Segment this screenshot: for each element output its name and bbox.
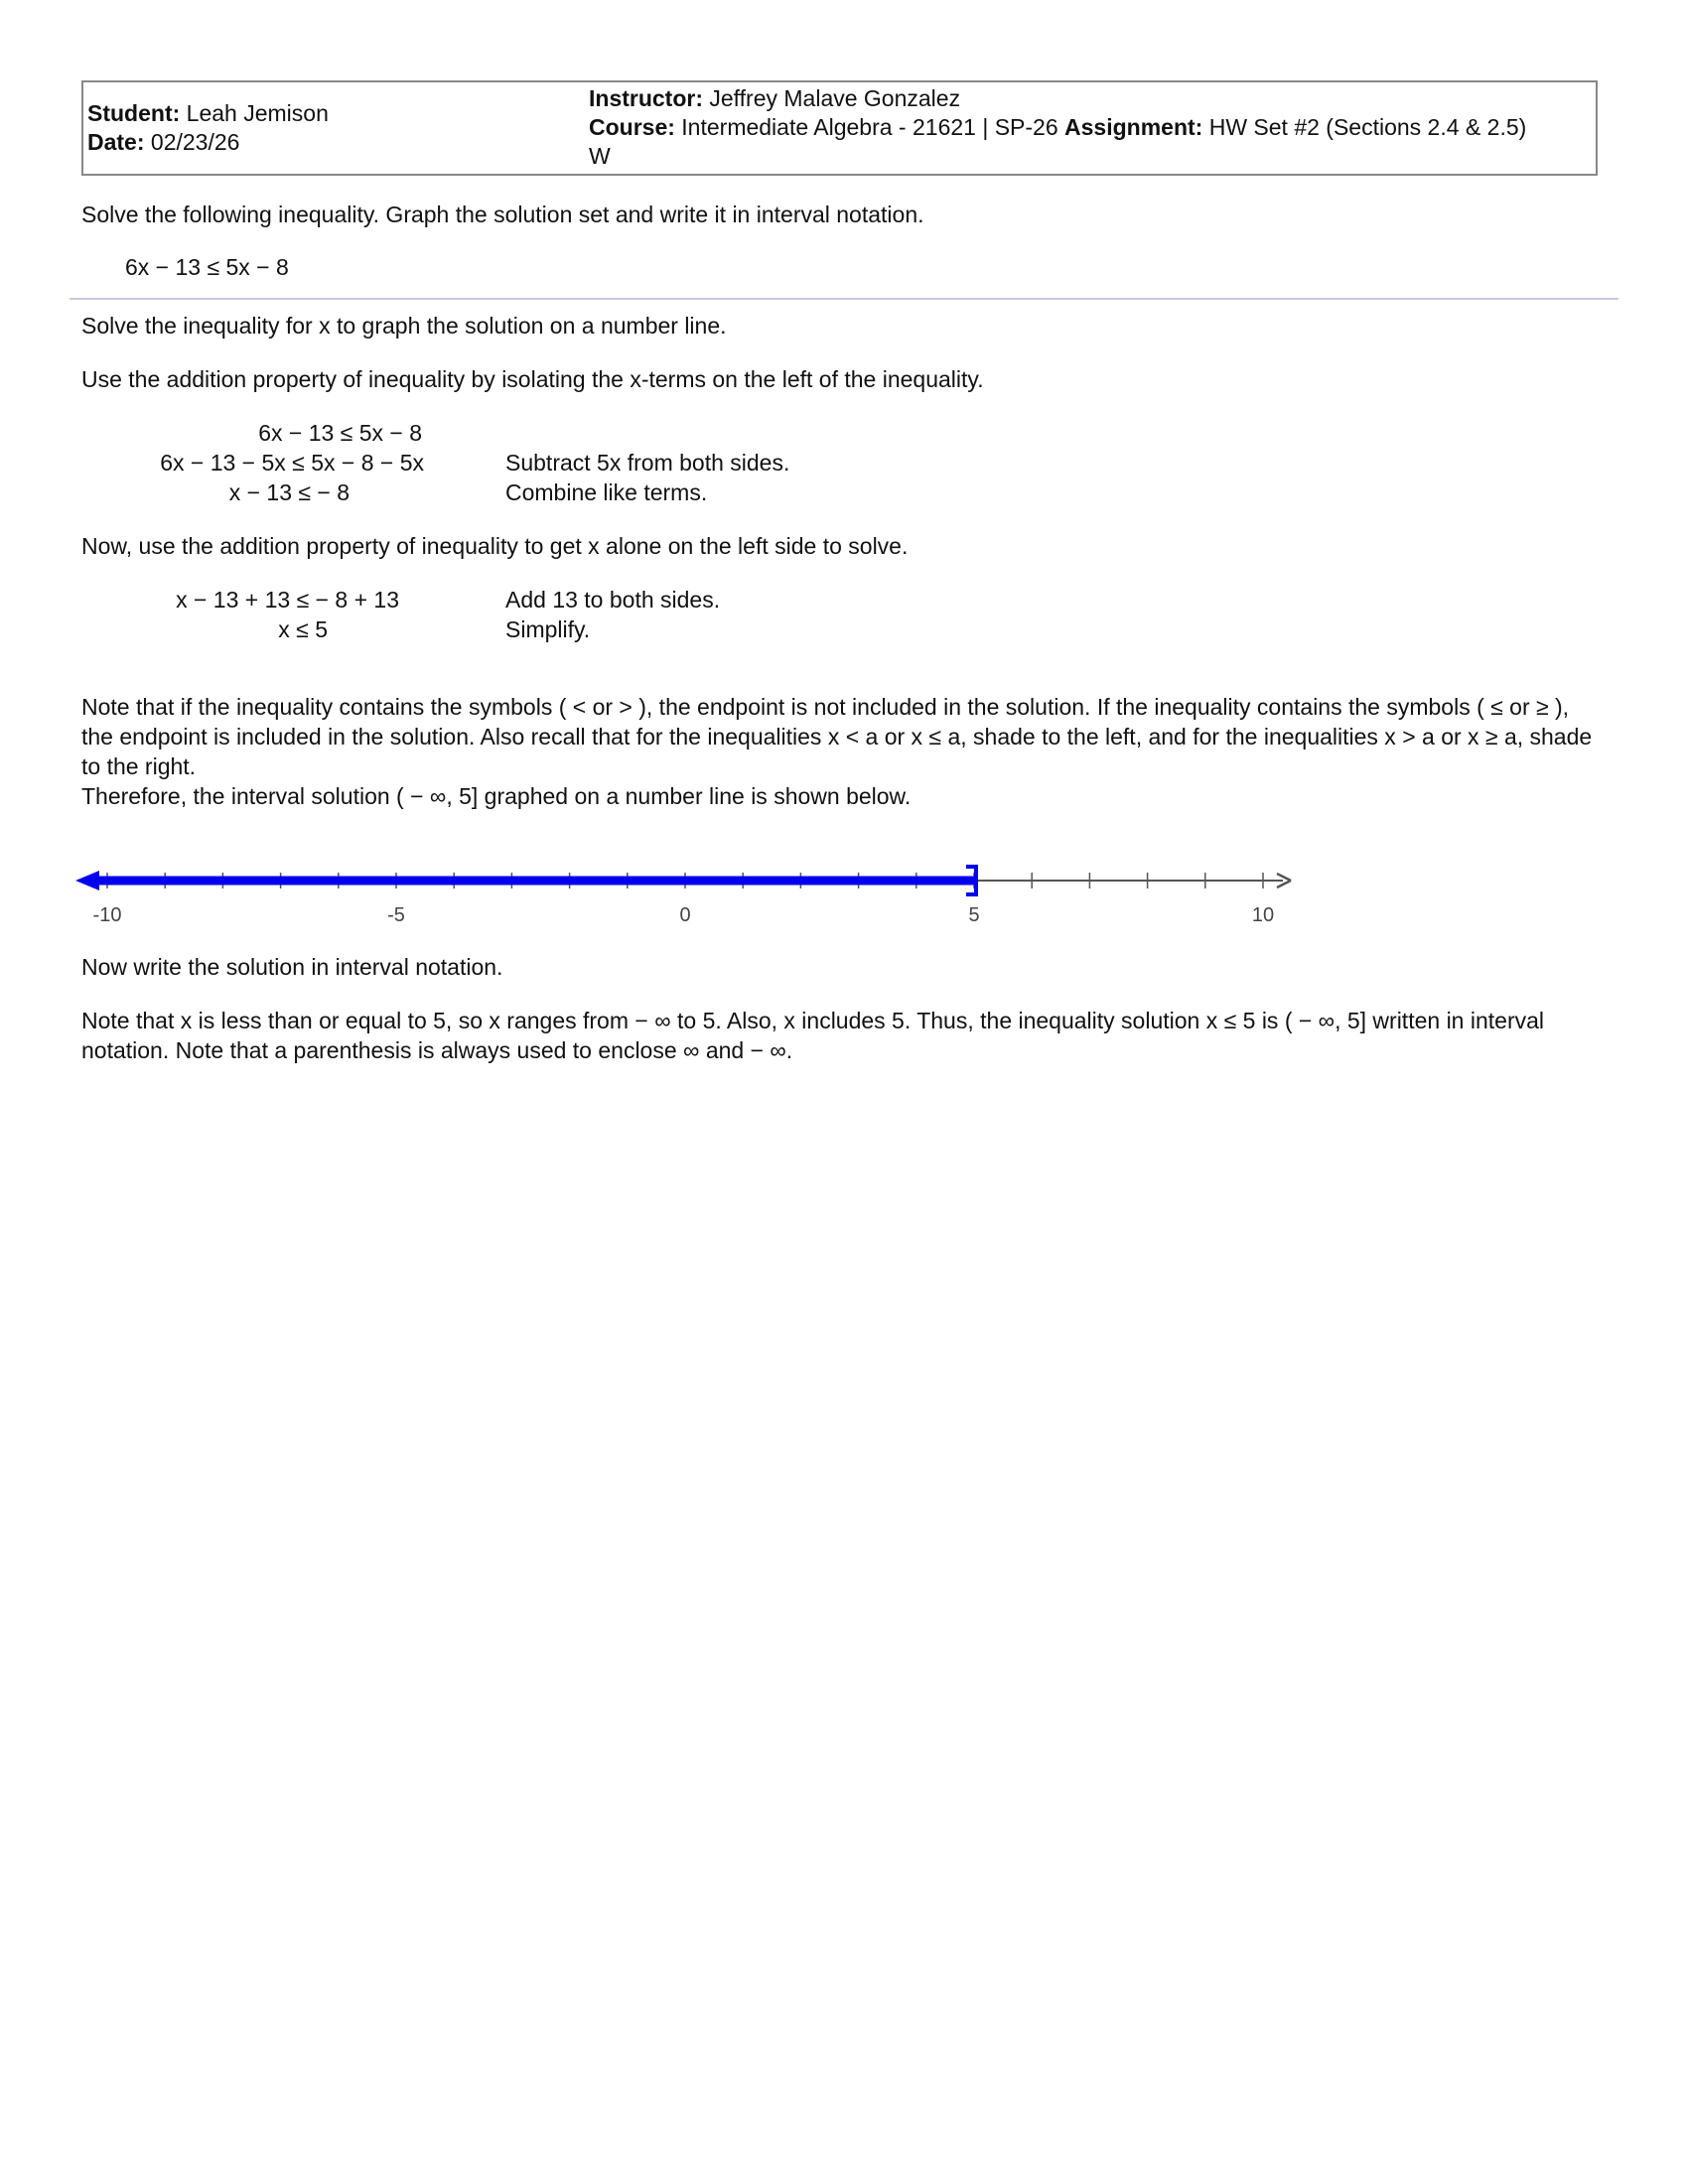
divider xyxy=(70,298,1618,300)
student-name: Leah Jemison xyxy=(186,100,329,126)
date-value: 02/23/26 xyxy=(150,129,240,155)
assignment-continuation: W xyxy=(589,143,611,169)
tick-label: 5 xyxy=(968,904,980,926)
step1-expr-1: 6x − 13 ≤ 5x − 8 xyxy=(258,420,422,446)
step2-note-1: Add 13 to both sides. xyxy=(505,587,721,613)
solution-intro: Solve the inequality for x to graph the solution on a number line. xyxy=(81,313,727,339)
tick-label: 0 xyxy=(679,904,691,926)
student-info xyxy=(87,99,329,157)
step1-intro: Use the addition property of inequality by isolating the x-terms on the left of the inequality. xyxy=(81,366,984,392)
conclusion-text: Note that x is less than or equal to 5, so x ranges from − ∞ to 5. Also, x includes 5. Thus, the inequality solution x ≤ 5 is ( − ∞, 5] written in interval notation. Note that a parenthesis is always used to enclose ∞ and − ∞. xyxy=(81,1008,1544,1063)
tick-label: -5 xyxy=(387,904,405,926)
write-prompt: Now write the solution in interval notation. xyxy=(81,954,503,980)
student-label: Student: xyxy=(87,100,181,126)
assignment-name: HW Set #2 (Sections 2.4 & 2.5) xyxy=(1208,114,1527,140)
course-label: Course: xyxy=(589,114,675,140)
step1-note-3: Combine like terms. xyxy=(505,479,708,505)
therefore-text: Therefore, the interval solution ( − ∞, 5] graphed on a number line is shown below. xyxy=(81,783,912,809)
step1-note-2: Subtract 5x from both sides. xyxy=(505,450,790,476)
tick-label: -10 xyxy=(92,904,122,926)
header-box xyxy=(81,80,1598,176)
problem-inequality: 6x − 13 ≤ 5x − 8 xyxy=(125,254,289,280)
instructor-name: Jeffrey Malave Gonzalez xyxy=(709,85,961,111)
step2-intro: Now, use the addition property of inequality to get x alone on the left side to solve. xyxy=(81,533,909,559)
date-label: Date: xyxy=(87,129,145,155)
assignment-label: Assignment: xyxy=(1064,114,1203,140)
solution-arrow-left xyxy=(75,871,99,890)
instructor-label: Instructor: xyxy=(589,85,703,111)
number-line xyxy=(70,854,1311,933)
problem-prompt: Solve the following inequality. Graph the solution set and write it in interval notation. xyxy=(81,202,924,227)
step1-expr-3: x − 13 ≤ − 8 xyxy=(228,479,350,505)
course-name: Intermediate Algebra - 21621 | SP-26 xyxy=(681,114,1058,140)
step1-expr-2: 6x − 13 − 5x ≤ 5x − 8 − 5x xyxy=(160,450,424,476)
step2-note-2: Simplify. xyxy=(505,616,591,642)
tick-label: 10 xyxy=(1251,904,1275,926)
step2-expr-2: x ≤ 5 xyxy=(278,616,328,642)
course-info xyxy=(589,84,1592,171)
endpoint-note: Note that if the inequality contains the symbols ( < or > ), the endpoint is not included in the solution. If the inequality contains the symbols ( ≤ or ≥ ), the endpoint is included in the solution. Also recall that for the inequalities x < a or x ≤ a, shade to the left, and for the inequalities x > a or x ≥ a, shade to the right. xyxy=(81,694,1593,779)
step2-expr-1: x − 13 + 13 ≤ − 8 + 13 xyxy=(176,587,399,613)
